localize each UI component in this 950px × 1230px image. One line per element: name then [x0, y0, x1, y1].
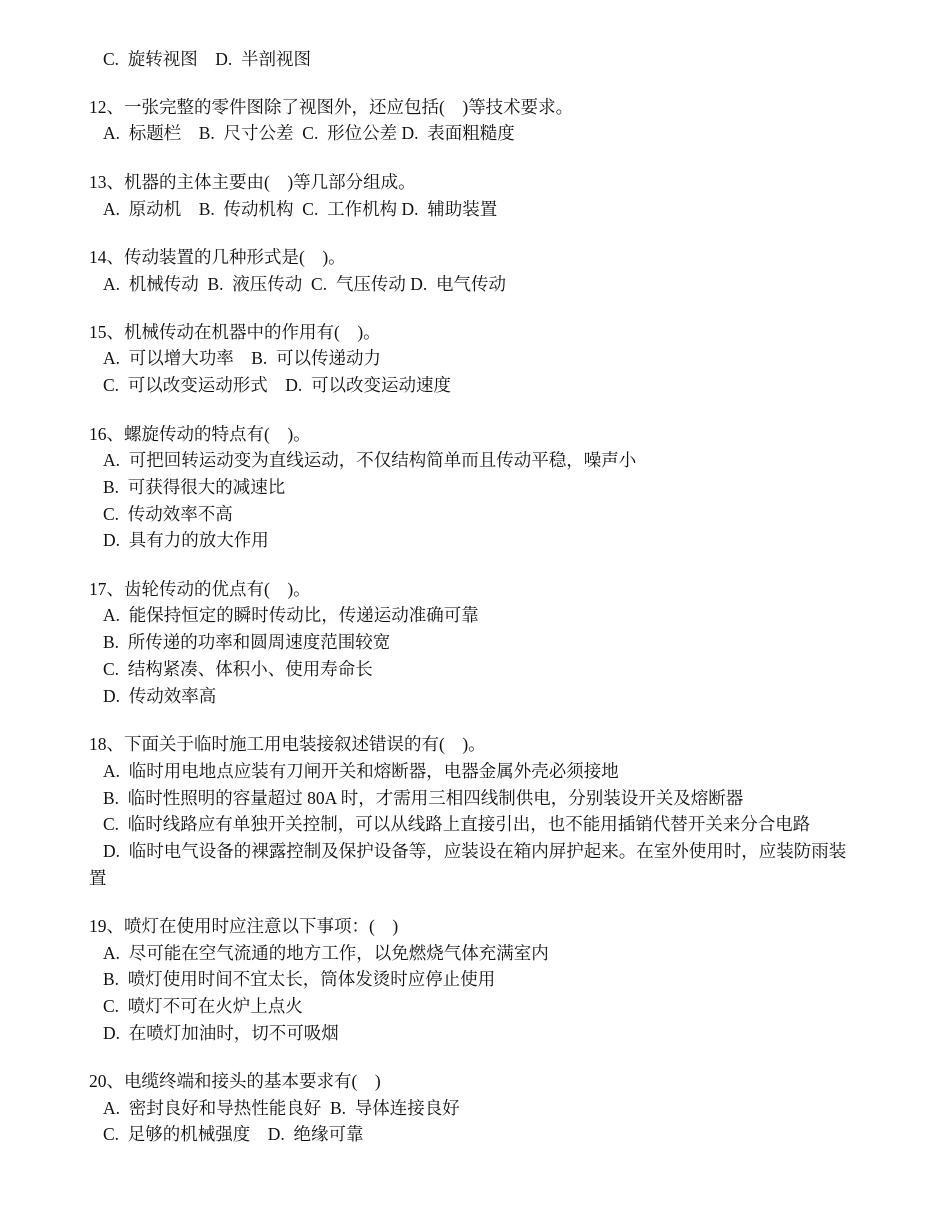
question-19-option-c: C. 喷灯不可在火炉上点火: [103, 996, 303, 1016]
question-16-option-d: D. 具有力的放大作用: [103, 530, 269, 550]
question-19-option-d: D. 在喷灯加油时，切不可吸烟: [103, 1023, 339, 1043]
question-18-option-d-continuation: 置: [89, 868, 107, 888]
question-16-title: 16、螺旋传动的特点有( )。: [89, 424, 311, 444]
question-20-option-line-1: A. 密封良好和导热性能良好 B. 导体连接良好: [103, 1098, 460, 1118]
question-13-options: A. 原动机 B. 传动机构 C. 工作机构 D. 辅助装置: [103, 199, 498, 219]
question-15-title: 15、机械传动在机器中的作用有( )。: [89, 322, 381, 342]
question-14-options: A. 机械传动 B. 液压传动 C. 气压传动 D. 电气传动: [103, 274, 506, 294]
question-19-option-b: B. 喷灯使用时间不宜太长，筒体发烫时应停止使用: [103, 969, 496, 989]
question-17-option-b: B. 所传递的功率和圆周速度范围较宽: [103, 632, 391, 652]
question-16-option-a: A. 可把回转运动变为直线运动，不仅结构简单而且传动平稳，噪声小: [103, 450, 637, 470]
question-17-title: 17、齿轮传动的优点有( )。: [89, 579, 311, 599]
question-18-option-d: D. 临时电气设备的裸露控制及保护设备等，应装设在箱内屏护起来。在室外使用时，应装防雨装: [103, 841, 847, 861]
question-18-title: 18、下面关于临时施工用电装接叙述错误的有( )。: [89, 734, 486, 754]
question-17-option-c: C. 结构紧凑、体积小、使用寿命长: [103, 659, 373, 679]
question-16-option-c: C. 传动效率不高: [103, 504, 233, 524]
question-15-option-line-2: C. 可以改变运动形式 D. 可以改变运动速度: [103, 375, 452, 395]
option-line: C. 旋转视图 D. 半剖视图: [103, 49, 312, 69]
question-17-option-a: A. 能保持恒定的瞬时传动比，传递运动准确可靠: [103, 605, 479, 625]
question-18-option-a: A. 临时用电地点应装有刀闸开关和熔断器，电器金属外壳必须接地: [103, 761, 619, 781]
question-15-option-line-1: A. 可以增大功率 B. 可以传递动力: [103, 348, 382, 368]
question-12-title: 12、一张完整的零件图除了视图外，还应包括( )等技术要求。: [89, 97, 574, 117]
question-16-option-b: B. 可获得很大的减速比: [103, 477, 286, 497]
question-13-title: 13、机器的主体主要由( )等几部分组成。: [89, 172, 416, 192]
question-18-option-b: B. 临时性照明的容量超过 80A 时，才需用三相四线制供电，分别装设开关及熔断器: [103, 788, 744, 808]
question-18-option-c: C. 临时线路应有单独开关控制，可以从线路上直接引出，也不能用插销代替开关来分合电路: [103, 814, 811, 834]
question-20-option-line-2: C. 足够的机械强度 D. 绝缘可靠: [103, 1124, 364, 1144]
question-17-option-d: D. 传动效率高: [103, 686, 217, 706]
question-19-title: 19、喷灯在使用时应注意以下事项：( ): [89, 916, 399, 936]
question-14-title: 14、传动装置的几种形式是( )。: [89, 247, 346, 267]
question-20-title: 20、电缆终端和接头的基本要求有( ): [89, 1071, 381, 1091]
question-19-option-a: A. 尽可能在空气流通的地方工作，以免燃烧气体充满室内: [103, 943, 549, 963]
question-12-options: A. 标题栏 B. 尺寸公差 C. 形位公差 D. 表面粗糙度: [103, 123, 515, 143]
